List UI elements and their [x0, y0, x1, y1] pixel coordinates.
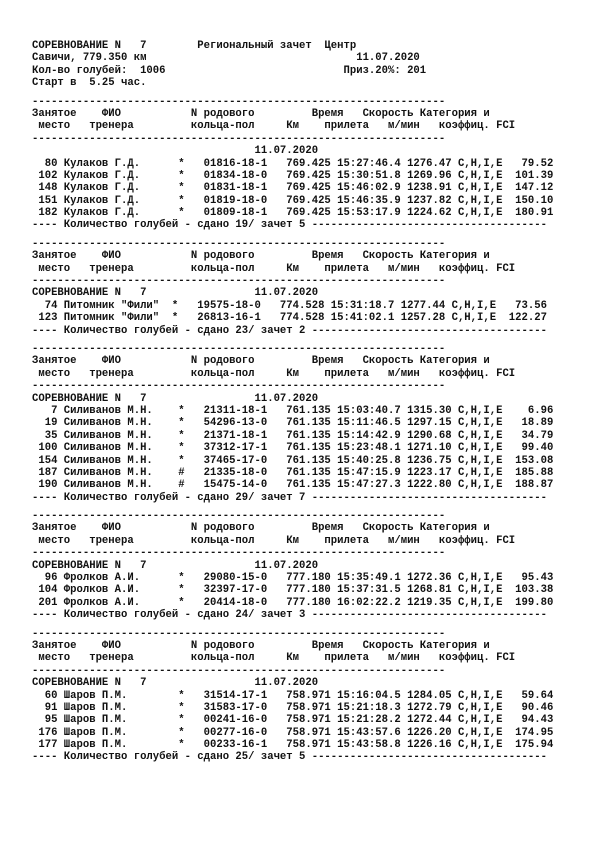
report-header [32, 40, 553, 90]
column-header-row-1: Занятое ФИО N родового Время Скорость Категория и [32, 522, 490, 535]
result-row: 187 Силиванов М.Н. # 21335-18-0 761.135 15:47:15.9 1223.17 C,H,I,E 185.88 [32, 466, 554, 479]
release-point-line: Савичи, 779.350 км 11.07.2020 [32, 52, 420, 65]
result-row: 60 Шаров П.М. * 31514-17-1 758.971 15:16:04.5 1284.05 C,H,I,E 59.64 [32, 689, 554, 702]
dash-divider: ----------------------------------------------------------------- [32, 510, 446, 523]
section-title-line: СОРЕВНОВАНИЕ N 7 11.07.2020 [32, 392, 319, 405]
results-sections [32, 90, 553, 764]
trainer-section [32, 337, 553, 504]
section-title-line: 11.07.2020 [32, 145, 319, 158]
result-row: 91 Шаров П.М. * 31583-17-0 758.971 15:21:18.3 1272.79 C,H,I,E 90.46 [32, 701, 554, 714]
dash-divider: ----------------------------------------------------------------- [32, 275, 446, 288]
result-row: 154 Силиванов М.Н. * 37465-17-0 761.135 15:40:25.8 1236.75 C,H,I,E 153.08 [32, 454, 554, 467]
trainer-section [32, 504, 553, 622]
result-row: 201 Фролков А.И. * 20414-18-0 777.180 16:02:22.2 1219.35 C,H,I,E 199.80 [32, 596, 554, 609]
result-row: 19 Силиванов М.Н. * 54296-13-0 761.135 15:11:46.5 1297.15 C,H,I,E 18.89 [32, 417, 554, 430]
section-total-line: ---- Количество голубей - сдано 29/ зачет 7 ------------------------------------- [32, 491, 547, 504]
section-total-line: ---- Количество голубей - сдано 19/ зачет 5 ------------------------------------- [32, 219, 547, 232]
dash-divider: ----------------------------------------------------------------- [32, 237, 446, 250]
result-row: 95 Шаров П.М. * 00241-16-0 758.971 15:21:28.2 1272.44 C,H,I,E 94.43 [32, 714, 554, 727]
result-row: 74 Питомник "Фили" * 19575-18-0 774.528 15:31:18.7 1277.44 C,H,I,E 73.56 [32, 299, 547, 312]
result-row: 177 Шаров П.М. * 00233-16-1 758.971 15:43:58.8 1226.16 C,H,I,E 175.94 [32, 739, 554, 752]
result-row: 100 Силиванов М.Н. * 37312-17-1 761.135 15:23:48.1 1271.10 C,H,I,E 99.40 [32, 442, 554, 455]
trainer-section [32, 90, 553, 232]
dash-divider: ----------------------------------------------------------------- [32, 664, 446, 677]
column-header-row-2: место тренера кольца-пол Км прилета м/мин коэффиц. FCI [32, 652, 516, 665]
results-document [32, 40, 553, 764]
result-row: 35 Силиванов М.Н. * 21371-18-1 761.135 15:14:42.9 1290.68 C,H,I,E 34.79 [32, 429, 554, 442]
result-row: 96 Фролков А.И. * 29080-15-0 777.180 15:35:49.1 1272.36 C,H,I,E 95.43 [32, 572, 554, 585]
section-total-line: ---- Количество голубей - сдано 25/ зачет 5 ------------------------------------- [32, 751, 547, 764]
dash-divider: ----------------------------------------------------------------- [32, 132, 446, 145]
result-row: 102 Кулаков Г.Д. * 01834-18-0 769.425 15:30:51.8 1269.96 C,H,I,E 101.39 [32, 169, 554, 182]
dash-divider: ----------------------------------------------------------------- [32, 342, 446, 355]
result-row: 148 Кулаков Г.Д. * 01831-18-1 769.425 15:46:02.9 1238.91 C,H,I,E 147.12 [32, 182, 554, 195]
result-row: 123 Питомник "Фили" * 26813-16-1 774.528 15:41:02.1 1257.28 C,H,I,E 122.27 [32, 312, 547, 325]
column-header-row-2: место тренера кольца-пол Км прилета м/мин коэффиц. FCI [32, 534, 516, 547]
column-header-row-2: место тренера кольца-пол Км прилета м/мин коэффиц. FCI [32, 120, 516, 133]
dash-divider: ----------------------------------------------------------------- [32, 95, 446, 108]
result-row: 182 Кулаков Г.Д. * 01809-18-1 769.425 15:53:17.9 1224.62 C,H,I,E 180.91 [32, 207, 554, 220]
result-row: 7 Силиванов М.Н. * 21311-18-1 761.135 15:03:40.7 1315.30 C,H,I,E 6.96 [32, 404, 554, 417]
result-row: 104 Фролков А.И. * 32397-17-0 777.180 15:37:31.5 1268.81 C,H,I,E 103.38 [32, 584, 554, 597]
dash-divider: ----------------------------------------------------------------- [32, 380, 446, 393]
section-total-line: ---- Количество голубей - сдано 23/ зачет 2 ------------------------------------- [32, 324, 547, 337]
dash-divider: ----------------------------------------------------------------- [32, 627, 446, 640]
competition-title: СОРЕВНОВАНИЕ N 7 Региональный зачет Центр [32, 40, 357, 52]
result-row: 190 Силиванов М.Н. # 15475-14-0 761.135 15:47:27.3 1222.80 C,H,I,E 188.87 [32, 479, 554, 492]
dash-divider: ----------------------------------------------------------------- [32, 547, 446, 560]
start-time-line: Старт в 5.25 час. [32, 77, 147, 90]
section-title-line: СОРЕВНОВАНИЕ N 7 11.07.2020 [32, 677, 319, 690]
column-header-row-1: Занятое ФИО N родового Время Скорость Категория и [32, 355, 490, 368]
column-header-row-2: место тренера кольца-пол Км прилета м/мин коэффиц. FCI [32, 367, 516, 380]
trainer-section [32, 622, 553, 764]
section-title-line: СОРЕВНОВАНИЕ N 7 11.07.2020 [32, 287, 319, 300]
column-header-row-2: место тренера кольца-пол Км прилета м/мин коэффиц. FCI [32, 262, 516, 275]
section-total-line: ---- Количество голубей - сдано 24/ зачет 3 ------------------------------------- [32, 609, 547, 622]
result-row: 80 Кулаков Г.Д. * 01816-18-1 769.425 15:27:46.4 1276.47 C,H,I,E 79.52 [32, 157, 554, 170]
pigeon-count-line: Кол-во голубей: 1006 Приз.20%: 201 [32, 64, 427, 77]
column-header-row-1: Занятое ФИО N родового Время Скорость Категория и [32, 639, 490, 652]
section-title-line: СОРЕВНОВАНИЕ N 7 11.07.2020 [32, 559, 319, 572]
result-row: 176 Шаров П.М. * 00277-16-0 758.971 15:43:57.6 1226.20 C,H,I,E 174.95 [32, 726, 554, 739]
column-header-row-1: Занятое ФИО N родового Время Скорость Категория и [32, 107, 490, 120]
result-row: 151 Кулаков Г.Д. * 01819-18-0 769.425 15:46:35.9 1237.82 C,H,I,E 150.10 [32, 194, 554, 207]
trainer-section [32, 232, 553, 337]
column-header-row-1: Занятое ФИО N родового Время Скорость Категория и [32, 250, 490, 263]
